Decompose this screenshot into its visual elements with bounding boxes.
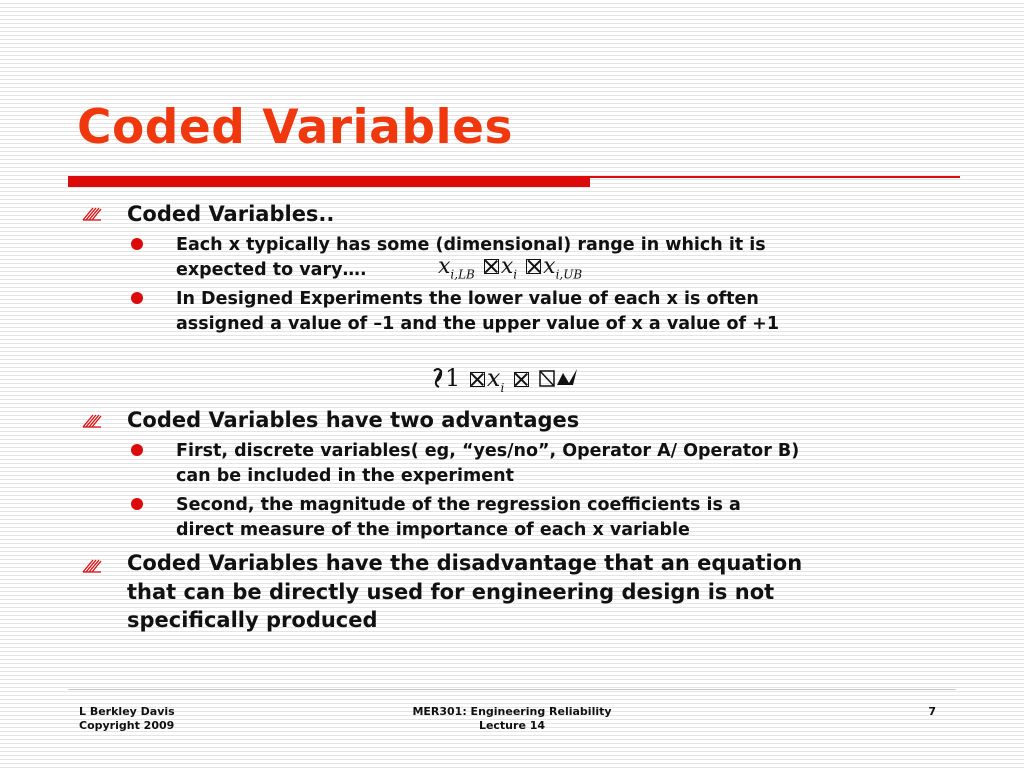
missing-glyph-icon (526, 259, 541, 274)
bullet-icon (82, 410, 102, 428)
sub-bullet-line: direct measure of the importance of each x variable (176, 520, 690, 540)
sub-bullet-line: Second, the magnitude of the regression coefficients is a (176, 495, 741, 515)
sub-bullet-line: assigned a value of –1 and the upper value of x a value of +1 (176, 314, 780, 334)
bullet-icon (82, 555, 102, 573)
missing-glyph-icon (484, 259, 499, 274)
footer-author: L Berkley Davis (79, 705, 175, 718)
bullet-text-line: that can be directly used for engineering design is not (127, 580, 775, 604)
sub-bullet-line: In Designed Experiments the lower value of each x is often (176, 289, 759, 309)
missing-glyph-icon (514, 372, 529, 387)
footer-course: MER301: Engineering Reliability (412, 705, 612, 718)
sub-bullet-line: can be included in the experiment (176, 466, 514, 486)
range-equation: $x_{i,LB}$ $x_i$ $x_{i,UB}$ (438, 254, 583, 282)
slide-number: 7 (928, 705, 936, 718)
sub-bullet-dot (131, 444, 143, 456)
bullet-text-line: specifically produced (127, 608, 378, 632)
sub-bullet-line: Each x typically has some (dimensional) range in which it is (176, 235, 766, 255)
title-rule-thin (590, 176, 960, 178)
sub-bullet-dot (131, 238, 143, 250)
sub-bullet-dot (131, 292, 143, 304)
title-rule-thick (68, 176, 590, 187)
slide-title: Coded Variables (77, 100, 513, 155)
bullet-icon (82, 203, 102, 221)
bullet-text-line: Coded Variables have the disadvantage that an equation (127, 551, 803, 575)
coded-equation: 1 $x_i$ (431, 364, 579, 395)
sub-bullet-line: expected to vary…. (176, 260, 367, 280)
footer-lecture: Lecture 14 (478, 719, 546, 732)
plus-one-glyph-icon (539, 367, 579, 389)
sub-bullet-dot (131, 498, 143, 510)
minus-glyph-icon (431, 367, 445, 389)
sub-bullet-line: First, discrete variables( eg, “yes/no”, Operator A/ Operator B) (176, 441, 800, 461)
footer-rule (68, 689, 956, 690)
bullet-text: Coded Variables.. (127, 202, 335, 226)
bullet-text: Coded Variables have two advantages (127, 408, 580, 432)
missing-glyph-icon (470, 372, 485, 387)
footer-copyright: Copyright 2009 (79, 719, 175, 732)
